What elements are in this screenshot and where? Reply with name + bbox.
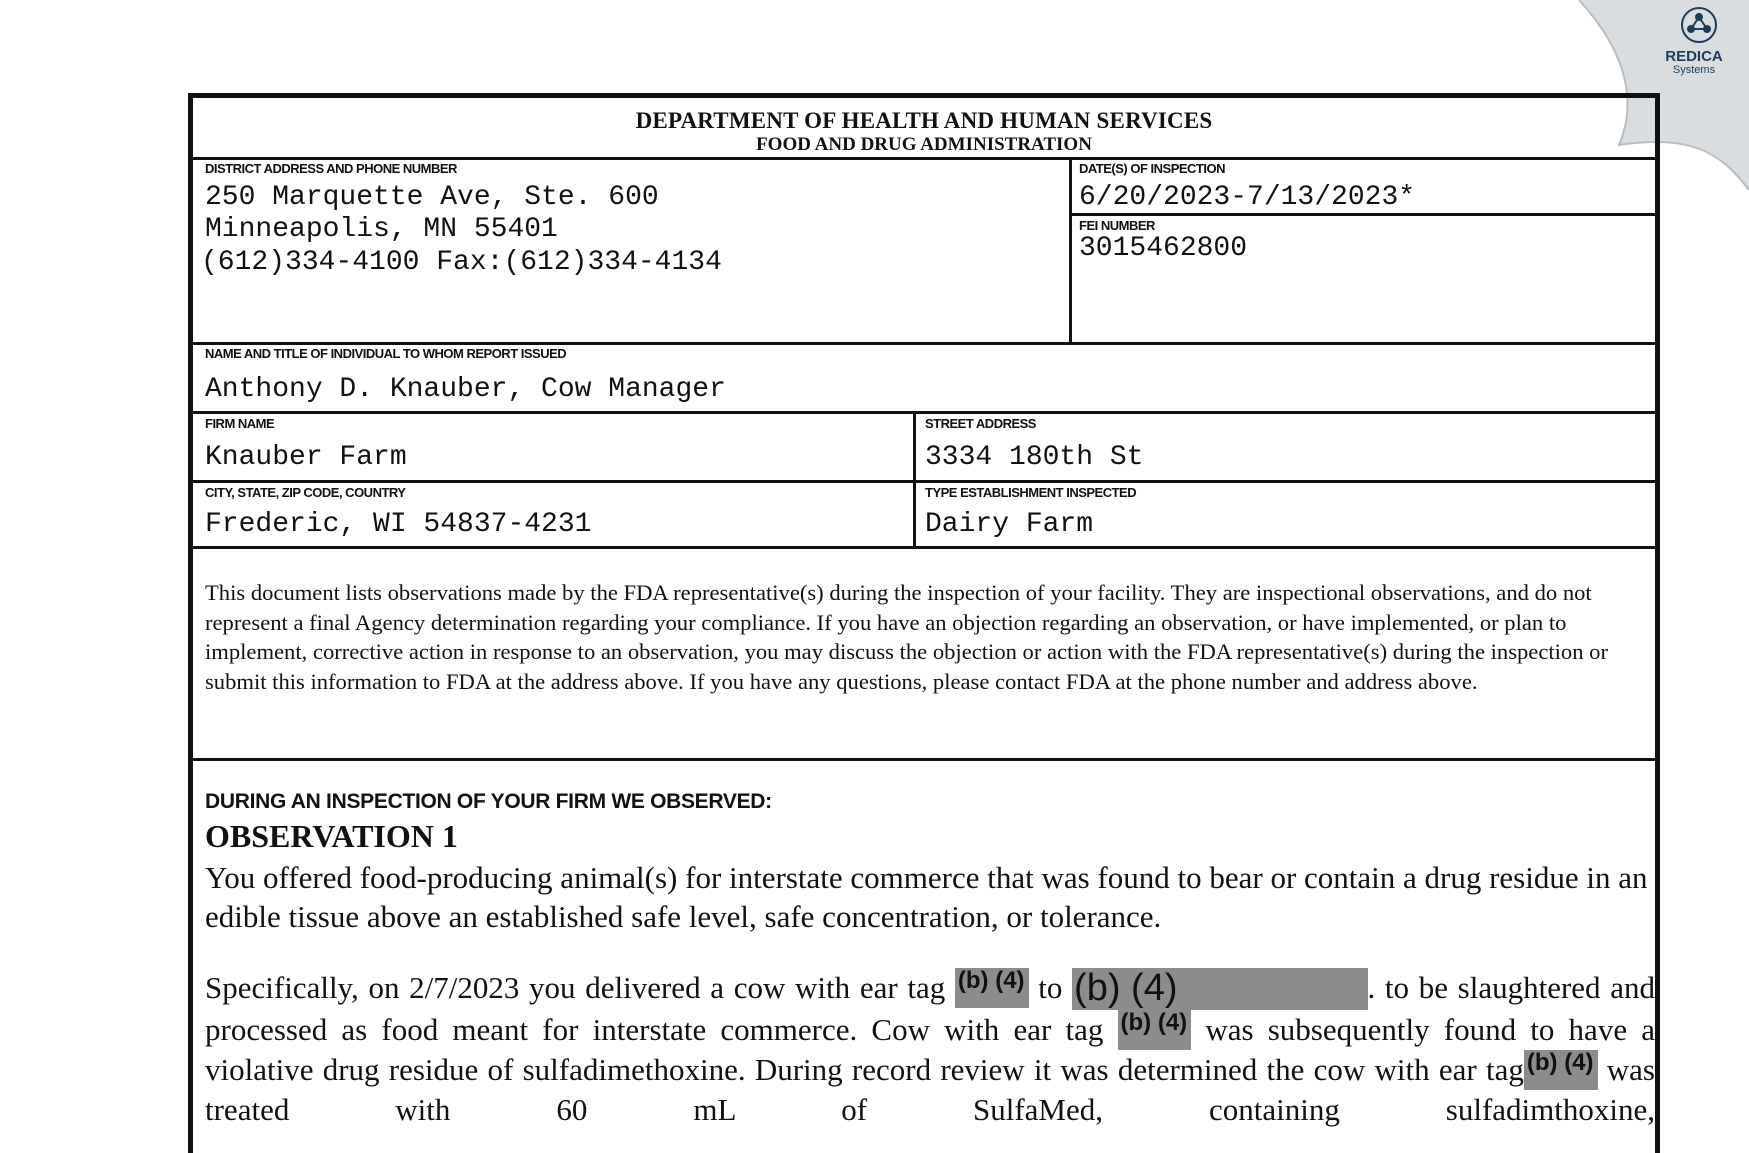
street-value: 3334 180th St bbox=[925, 442, 1144, 473]
body-text-1: Specifically, on 2/7/2023 you delivered a cow with ear tag bbox=[205, 970, 946, 1005]
city-label: CITY, STATE, ZIP CODE, COUNTRY bbox=[205, 485, 406, 500]
establishment-type-label: TYPE ESTABLISHMENT INSPECTED bbox=[925, 485, 1137, 500]
firm-value: Knauber Farm bbox=[205, 442, 407, 473]
logo-name: REDICA bbox=[1665, 48, 1723, 65]
body-text-3: . to be slaughtered and processed as food meant for interstate commerce. Cow with ear tag bbox=[205, 970, 1655, 1047]
observation-summary: You offered food-producing animal(s) for interstate commerce that was found to bear or contain a drug residue in an edible tissue above an established safe level, safe concentration, or tolerance. bbox=[205, 860, 1648, 934]
observed-heading: DURING AN INSPECTION OF YOUR FIRM WE OBSERVED: bbox=[205, 790, 772, 813]
recipient-label: NAME AND TITLE OF INDIVIDUAL TO WHOM REPORT ISSUED bbox=[205, 346, 567, 361]
establishment-type-value: Dairy Farm bbox=[925, 509, 1094, 540]
redaction-box: (b) (4) bbox=[955, 968, 1029, 1008]
dates-label: DATE(S) OF INSPECTION bbox=[1079, 161, 1225, 176]
body-text-5: was treated with 60 mL of SulfaMed, containing sulfadimthoxine, bbox=[205, 1052, 1655, 1127]
body-text-2: to bbox=[1028, 970, 1073, 1005]
notice-paragraph: This document lists observations made by the FDA representative(s) during the inspection of your facility. They are inspectional observations, and do not represent a final Agency determination regarding your compliance. If you have an objection regarding an observation, or have implemented, or plan to implement, corrective action in response to an observation, you may discuss the objection or action with the FDA representative(s) during the inspection or submit this information to FDA at the address above. If you have any questions, please contact FDA at the phone number and address above. bbox=[205, 580, 1608, 694]
department-title: DEPARTMENT OF HEALTH AND HUMAN SERVICES bbox=[635, 108, 1213, 133]
observation-title: OBSERVATION 1 bbox=[205, 818, 458, 854]
agency-title: FOOD AND DRUG ADMINISTRATION bbox=[756, 134, 1092, 155]
fei-label: FEI NUMBER bbox=[1079, 218, 1155, 233]
district-line2: Minneapolis, MN 55401 bbox=[205, 214, 558, 245]
district-line3: (612)334-4100 Fax:(612)334-4134 bbox=[201, 247, 722, 278]
logo-subtitle: Systems bbox=[1672, 64, 1716, 76]
firm-label: FIRM NAME bbox=[205, 416, 275, 431]
fda-483-form bbox=[188, 93, 1660, 1153]
body-text-4: was subsequently found to have a violative drug residue of sulfadimethoxine. During record review it was determined the cow with ear tag bbox=[205, 1012, 1656, 1087]
observation-body bbox=[205, 968, 1655, 1130]
district-line1: 250 Marquette Ave, Ste. 600 bbox=[205, 182, 659, 213]
redaction-box: (b) (4) bbox=[1118, 1010, 1192, 1050]
city-value: Frederic, WI 54837-4231 bbox=[205, 509, 592, 540]
district-label: DISTRICT ADDRESS AND PHONE NUMBER bbox=[205, 161, 457, 176]
dates-value: 6/20/2023-7/13/2023* bbox=[1079, 182, 1416, 213]
street-label: STREET ADDRESS bbox=[925, 416, 1036, 431]
recipient-value: Anthony D. Knauber, Cow Manager bbox=[205, 374, 726, 405]
fei-value: 3015462800 bbox=[1079, 233, 1248, 264]
redaction-box-large: (b) (4) bbox=[1072, 968, 1367, 1010]
redaction-box: (b) (4) bbox=[1524, 1050, 1598, 1090]
